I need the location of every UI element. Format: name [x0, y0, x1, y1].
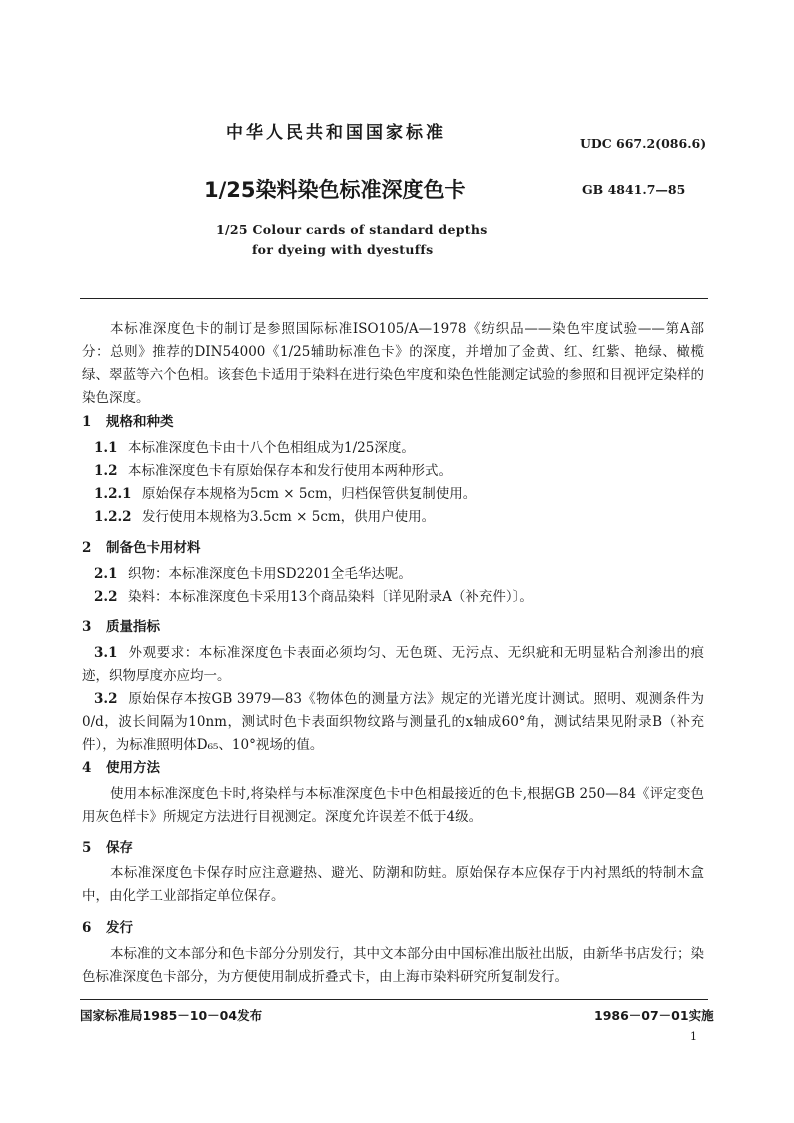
footer-divider	[80, 999, 708, 1000]
clause-number: 1.2	[94, 463, 118, 479]
section-4-paragraph: 使用本标准深度色卡时,将染样与本标准深度色卡中色相最接近的色卡,根据GB 250—84《评定变色用灰色样卡》所规定方法进行目视测定。深度允许误差不低于4级。	[82, 786, 704, 825]
section-title: 质量指标	[106, 619, 160, 635]
header-divider	[80, 298, 708, 299]
clause-number: 2.2	[94, 589, 118, 605]
section-1-heading	[82, 410, 174, 430]
clause-1-2-2	[82, 506, 716, 529]
clause-number: 1.2.2	[94, 509, 132, 525]
section-number: 2	[82, 540, 92, 556]
clause-number: 3.1	[94, 645, 118, 661]
clause-text: 原始保存本按GB 3979—83《物体色的测量方法》规定的光谱光度计测试。照明、观测条件为0/d，波长间隔为10nm，测试时色卡表面织物纹路与测量孔的x轴成60°角，测试结果见附录B（补充件），为标准照明体D₆₅、10°视场的值。	[82, 691, 704, 753]
clause-text: 原始保存本规格为5cm × 5cm，归档保管供复制使用。	[142, 486, 477, 502]
clause-number: 1.1	[94, 440, 118, 456]
section-2-heading	[82, 536, 201, 556]
clause-2-1	[82, 563, 716, 586]
clause-number: 2.1	[94, 566, 118, 582]
clause-2-2	[82, 586, 716, 609]
section-number: 4	[82, 760, 92, 776]
section-5-heading	[82, 836, 133, 856]
section-title: 规格和种类	[106, 414, 174, 430]
intro-paragraph: 本标准深度色卡的制订是参照国际标准ISO105/A—1978《纺织品——染色牢度试验——第A部分：总则》推荐的DIN54000《1/25辅助标准色卡》的深度，并增加了金黄、红、红紫、艳绿、橄榄绿、翠蓝等六个色相。该套色卡适用于染料在进行染色牢度和染色性能测定试验的参照和目视评定染样的染色深度。	[82, 321, 704, 406]
section-3-heading	[82, 615, 160, 635]
section-number: 6	[82, 920, 92, 936]
section-6-paragraph: 本标准的文本部分和色卡部分分别发行，其中文本部分由中国标准出版社出版，由新华书店发行；染色标准深度色卡部分，为方便使用制成折叠式卡，由上海市染料研究所复制发行。	[82, 946, 704, 985]
clause-3-1	[82, 642, 704, 688]
title-en-line1: 1/25 Colour cards of standard depths	[216, 222, 488, 237]
clause-text: 发行使用本规格为3.5cm × 5cm，供用户使用。	[142, 509, 436, 525]
clause-number: 1.2.1	[94, 486, 132, 502]
clause-3-2	[82, 688, 704, 757]
page-number: 1	[690, 1030, 697, 1043]
section-number: 1	[82, 414, 92, 430]
clause-text: 本标准深度色卡有原始保存本和发行使用本两种形式。	[128, 463, 452, 479]
section-title: 使用方法	[106, 760, 160, 776]
effective-date: 1986－07－01实施	[594, 1008, 714, 1023]
section-5-paragraph: 本标准深度色卡保存时应注意避热、避光、防潮和防蛀。原始保存本应保存于内衬黑纸的特制木盒中，由化学工业部指定单位保存。	[82, 865, 704, 904]
national-standard-heading: 中华人民共和国国家标准	[226, 123, 446, 143]
clause-text: 外观要求：本标准深度色卡表面必须均匀、无色斑、无污点、无织疵和无明显粘合剂渗出的痕迹，织物厚度亦应均一。	[82, 645, 704, 684]
clause-text: 染料：本标准深度色卡采用13个商品染料〔详见附录A（补充件）〕。	[128, 589, 533, 605]
clause-text: 本标准深度色卡由十八个色相组成为1/25深度。	[128, 440, 415, 456]
section-number: 3	[82, 619, 92, 635]
section-4-heading	[82, 756, 160, 776]
title-cn: 1/25染料染色标准深度色卡	[204, 178, 466, 202]
section-title: 保存	[106, 840, 133, 856]
title-en-line2: for dyeing with dyestuffs	[252, 242, 434, 257]
clause-1-2-1	[82, 483, 716, 506]
clause-number: 3.2	[94, 691, 118, 707]
section-title: 制备色卡用材料	[106, 540, 201, 556]
clause-1-2	[82, 460, 716, 483]
section-6-heading	[82, 916, 133, 936]
standard-number: GB 4841.7—85	[582, 182, 686, 197]
issue-date: 国家标准局1985－10－04发布	[80, 1008, 263, 1023]
clause-1-1	[82, 437, 716, 460]
section-number: 5	[82, 840, 92, 856]
clause-text: 织物：本标准深度色卡用SD2201全毛华达呢。	[128, 566, 412, 582]
section-title: 发行	[106, 920, 133, 936]
udc-code: UDC 667.2(086.6)	[580, 136, 707, 151]
